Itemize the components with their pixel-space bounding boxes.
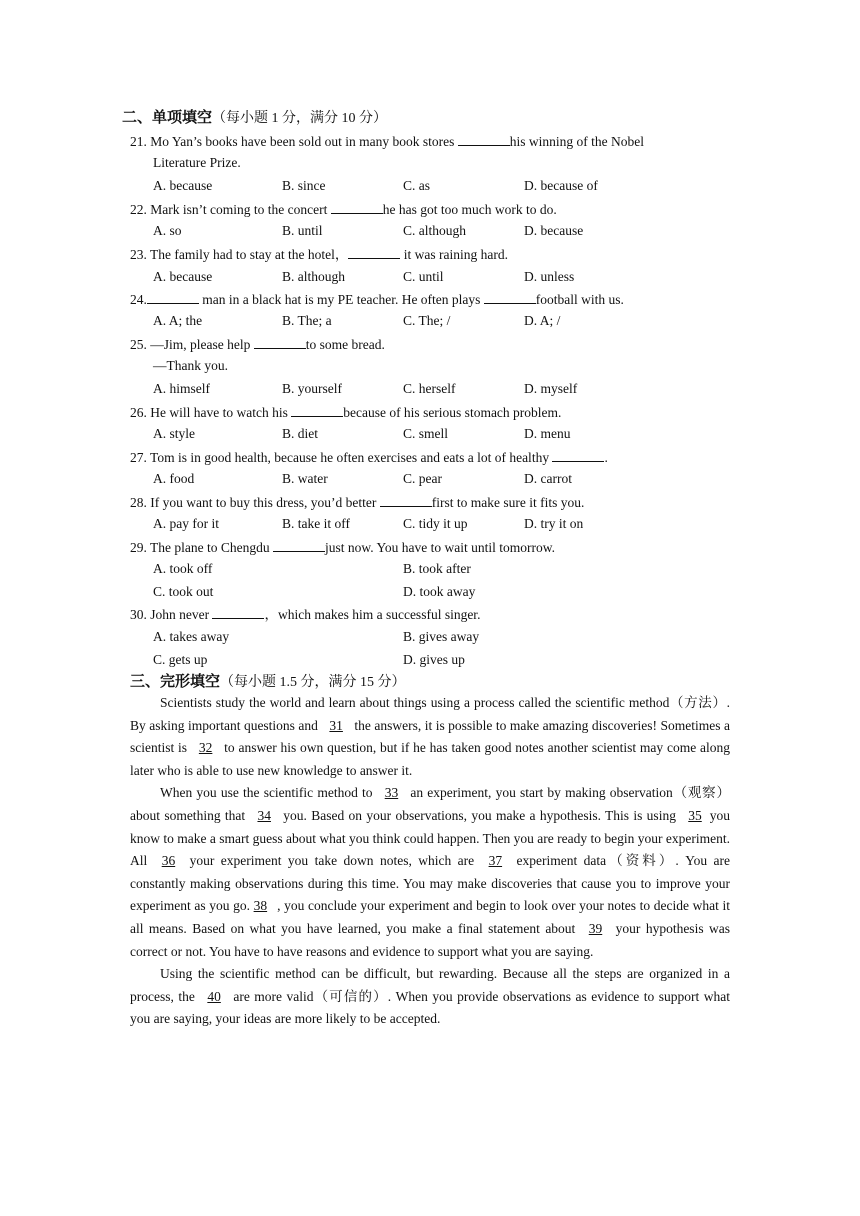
passage-paragraph-1 <box>130 692 730 782</box>
option[interactable]: B. took after <box>403 561 471 576</box>
question-23 <box>130 245 508 264</box>
question-24 <box>130 290 624 309</box>
cloze-blank-37[interactable]: 37 <box>488 853 503 869</box>
option[interactable]: B. take it off <box>282 516 350 531</box>
question-text: The family had to stay at the hotel， <box>150 247 349 262</box>
answer-blank[interactable] <box>458 132 510 146</box>
option[interactable]: A. pay for it <box>153 516 219 531</box>
option[interactable]: C. tidy it up <box>403 516 468 531</box>
passage-text: you know to make a smart guess about what you think could happen. Then you are ready to begin your experiment. All <box>130 807 731 869</box>
question-29 <box>130 538 555 557</box>
section3-heading <box>130 670 406 691</box>
option[interactable]: B. diet <box>282 426 318 441</box>
option[interactable]: C. took out <box>153 584 214 599</box>
question-text: man in a black hat is my PE teacher. He often plays <box>198 292 484 307</box>
question-text: . <box>604 450 608 465</box>
answer-blank[interactable] <box>348 245 400 259</box>
question-text: football with us. <box>535 292 624 307</box>
question-text: Tom is in good health, because he often exercises and eats a lot of healthy <box>150 450 553 465</box>
option[interactable]: A. himself <box>153 381 210 396</box>
question-text: Mark isn’t coming to the concert <box>150 202 331 217</box>
question-text: ，which makes him a successful singer. <box>264 607 481 622</box>
question-text: his winning of the Nobel <box>509 134 644 149</box>
question-30 <box>130 605 480 624</box>
answer-blank[interactable] <box>331 200 383 214</box>
passage-text: your experiment you take down notes, which are <box>183 853 481 869</box>
question-text: Mo Yan’s books have been sold out in many book stores <box>150 134 458 149</box>
option[interactable]: B. although <box>282 269 345 284</box>
option[interactable]: D. unless <box>524 269 575 284</box>
option[interactable]: A. A; the <box>153 313 203 328</box>
passage-text: you. Based on your observations, you make a hypothesis. This is using <box>278 807 681 823</box>
question-text: The plane to Chengdu <box>150 540 273 555</box>
question-number: 26. <box>130 405 147 420</box>
question-text: —Jim, please help <box>146 337 254 352</box>
passage-text: an experiment, you start by making observation（观察）about something that <box>130 785 730 823</box>
cloze-blank-32[interactable]: 32 <box>198 740 213 756</box>
option[interactable]: C. until <box>403 269 444 284</box>
option[interactable]: B. until <box>282 223 323 238</box>
answer-blank[interactable] <box>380 493 432 507</box>
option[interactable]: C. herself <box>403 381 456 396</box>
cloze-passage <box>130 692 730 1031</box>
answer-blank[interactable] <box>147 290 199 304</box>
question-text: John never <box>150 607 213 622</box>
option[interactable]: D. took away <box>403 584 476 599</box>
question-number: 30. <box>130 607 147 622</box>
passage-paragraph-2 <box>130 782 730 963</box>
option[interactable]: A. takes away <box>153 629 230 644</box>
option[interactable]: C. as <box>403 178 430 193</box>
passage-text: your hypothesis was correct or not. You have to have reasons and evidence to support what you are saying. <box>130 920 730 959</box>
section2-note: （每小题 1 分，满分 10 分） <box>212 111 388 126</box>
option[interactable]: B. yourself <box>282 381 342 396</box>
option[interactable]: D. menu <box>524 426 571 441</box>
passage-text: experiment data（资料）. You are constantly making observations during this time. You may make discoveries that cause you to improve your experiment as you go. <box>130 853 730 914</box>
option[interactable]: B. water <box>282 471 328 486</box>
question-number: 28. <box>130 495 147 510</box>
cloze-blank-31[interactable]: 31 <box>329 717 343 733</box>
question-text: he has got too much work to do. <box>382 202 557 217</box>
option[interactable]: A. because <box>153 269 213 284</box>
answer-blank[interactable] <box>273 538 325 552</box>
option[interactable]: B. gives away <box>403 629 480 644</box>
question-text: to some bread. <box>305 337 385 352</box>
cloze-blank-36[interactable]: 36 <box>161 853 176 869</box>
passage-text: Using the scientific method can be difficult, but rewarding. Because all the steps are organized in a process, the <box>130 966 730 1004</box>
cloze-blank-40[interactable]: 40 <box>207 988 221 1004</box>
option[interactable]: D. because of <box>524 178 598 193</box>
option[interactable]: D. gives up <box>403 652 465 667</box>
cloze-blank-39[interactable]: 39 <box>588 920 603 936</box>
option[interactable]: D. A; / <box>524 313 561 328</box>
section3-note: （每小题 1.5 分，满分 15 分） <box>220 675 406 690</box>
cloze-blank-35[interactable]: 35 <box>688 807 702 823</box>
option[interactable]: C. smell <box>403 426 449 441</box>
answer-blank[interactable] <box>254 335 306 349</box>
question-28 <box>130 493 584 512</box>
question-26 <box>130 403 561 422</box>
passage-paragraph-3 <box>130 963 730 1031</box>
answer-blank[interactable] <box>552 448 604 462</box>
question-number: 25. <box>130 337 147 352</box>
question-text: first to make sure it fits you. <box>431 495 585 510</box>
passage-text: the answers, it is possible to make amazing discoveries! Sometimes a scientist is <box>130 717 731 756</box>
question-21 <box>130 132 644 151</box>
question-number: 22. <box>130 202 147 217</box>
question-text: just now. You have to wait until tomorrow. <box>325 540 555 555</box>
question-text: If you want to buy this dress, you’d better <box>150 495 380 510</box>
section3-title: 三、完形填空 <box>130 672 221 690</box>
passage-text: are more valid（可信的）. When you provide observations as evidence to support what you are saying, your ideas are more likely to be accepted. <box>130 988 730 1027</box>
question-number: 24. <box>130 292 147 307</box>
option[interactable]: A. food <box>153 471 195 486</box>
question-number: 27. <box>130 450 147 465</box>
question-22 <box>130 200 557 219</box>
option[interactable]: D. try it on <box>524 516 584 531</box>
question-text: because of his serious stomach problem. <box>343 405 562 420</box>
question-27 <box>130 448 608 467</box>
option[interactable]: D. because <box>524 223 584 238</box>
option[interactable]: D. myself <box>524 381 578 396</box>
option[interactable]: A. because <box>153 178 213 193</box>
cloze-blank-33[interactable]: 33 <box>384 785 399 801</box>
question-number: 23. <box>130 247 147 262</box>
passage-text: , you conclude your experiment and begin to look over your notes to decide what it all means. Based on what you have learned, you make a final statement about <box>130 898 730 936</box>
option[interactable]: C. pear <box>403 471 442 486</box>
option[interactable]: C. gets up <box>153 652 208 667</box>
question-number: 29. <box>130 540 147 555</box>
question-25 <box>130 335 385 354</box>
question-25-reply: —Thank you. <box>153 358 228 373</box>
question-text: He will have to watch his <box>150 405 292 420</box>
option[interactable]: C. although <box>403 223 466 238</box>
passage-text: Scientists study the world and learn about things using a process called the scientific method（方法）. By asking important questions and <box>130 695 730 733</box>
question-number: 21. <box>130 134 147 149</box>
answer-blank[interactable] <box>291 403 343 417</box>
option[interactable]: A. so <box>153 223 182 238</box>
answer-blank[interactable] <box>484 290 536 304</box>
section2-heading <box>122 106 387 127</box>
option[interactable]: A. style <box>153 426 195 441</box>
passage-text: to answer his own question, but if he has taken good notes another scientist may come along later who is able to use new knowledge to answer it. <box>130 740 730 778</box>
question-21-cont: Literature Prize. <box>153 155 241 170</box>
section2-title: 二、单项填空 <box>122 108 213 126</box>
cloze-blank-34[interactable]: 34 <box>257 807 271 823</box>
option[interactable]: B. The; a <box>282 313 332 328</box>
cloze-blank-38[interactable]: 38 <box>253 898 268 914</box>
answer-blank[interactable] <box>212 605 264 619</box>
option[interactable]: B. since <box>282 178 326 193</box>
option[interactable]: C. The; / <box>403 313 451 328</box>
option[interactable]: A. took off <box>153 561 213 576</box>
option[interactable]: D. carrot <box>524 471 572 486</box>
question-text: it was raining hard. <box>400 247 508 262</box>
passage-text: When you use the scientific method to <box>160 785 377 801</box>
